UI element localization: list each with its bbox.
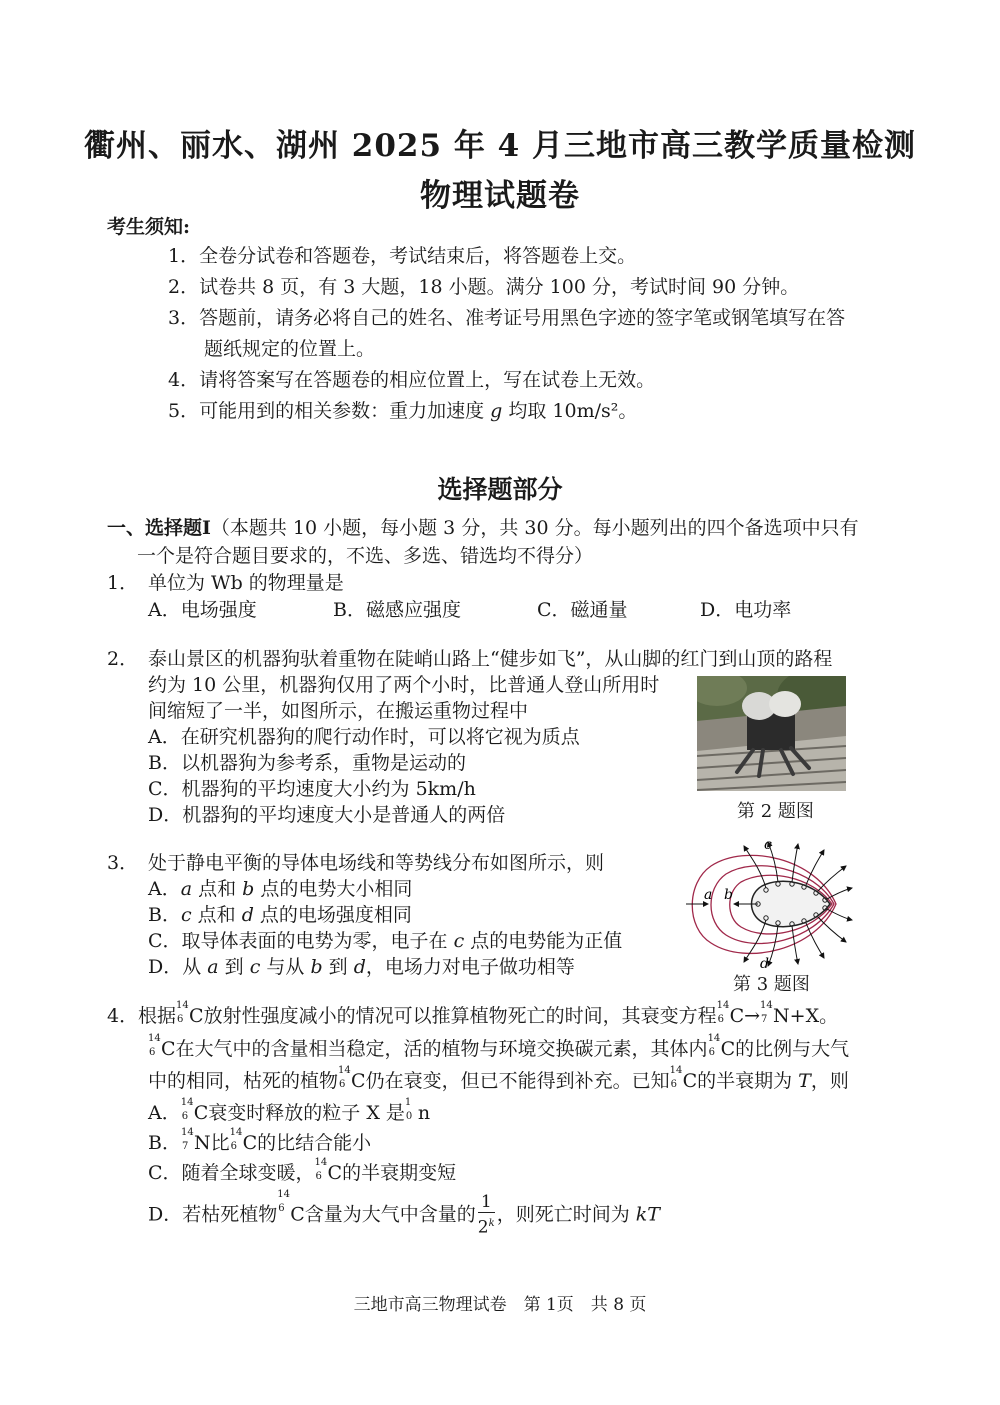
q2-stem-line: 间缩短了一半，如图所示，在搬运重物过程中 [148, 700, 529, 722]
notice-heading: 考生须知: [107, 216, 191, 238]
fraction: $\frac{1}{2^k}$ [477, 1192, 495, 1238]
notice-item: 2．试卷共 8 页，有 3 大题，18 小题。满分 100 分，考试时间 90 分钟。 [168, 276, 800, 298]
exam-title: 衢州、丽水、湖州 2025 年 4 月三地市高三教学质量检测 [83, 128, 917, 164]
q2-stem-line: 约为 10 公里，机器狗仅用了两个小时，比普通人登山所用时 [148, 674, 660, 696]
q3-caption: 第 3 题图 [733, 974, 810, 995]
label-d: d [760, 956, 769, 970]
label-c: c [764, 838, 772, 853]
notice-item: 5．可能用到的相关参数：重力加速度 g 均取 10m/s²。 [168, 400, 638, 422]
exam-subtitle: 物理试题卷 [420, 178, 580, 214]
q4-line1: 根据 14 6 C放射性强度减小的情况可以推算植物死亡的时间，其衰变方程 14 6 C→ 14 7 N+X。 [138, 1000, 839, 1027]
q2-number: 2． [107, 648, 139, 670]
section-title: 选择题部分 [437, 475, 563, 504]
q1-option-c: C．磁通量 [537, 599, 628, 621]
notice-item: 题纸规定的位置上。 [204, 338, 376, 360]
q1-stem: 单位为 Wb 的物理量是 [148, 572, 344, 594]
page-footer: 三地市高三物理试卷 第 1页 共 8 页 [353, 1295, 647, 1315]
q1-option-b: B．磁感应强度 [333, 599, 461, 621]
label-a: a [704, 887, 713, 903]
q2-stem-line: 泰山景区的机器狗驮着重物在陡峭山路上“健步如飞”，从山脚的红门到山顶的路程 [148, 648, 833, 670]
q3-option-b: B．c 点和 d 点的电场强度相同 [148, 904, 412, 926]
q4-option-d: D．若枯死植物 14 6 C含量为大气中含量的 $\frac{1}{2^k}$ ，则死亡时间为 kT [148, 1189, 660, 1238]
q2-caption: 第 2 题图 [737, 801, 814, 822]
q1-number: 1． [107, 572, 139, 594]
q1-option-d: D．电功率 [700, 599, 792, 621]
q4-option-a: A． 14 6 C衰变时释放的粒子 X 是 1 0 n [148, 1097, 431, 1124]
part1-instructions-line2: 一个是符合题目要求的，不选、多选、错选均不得分） [137, 545, 594, 567]
q2-option-a: A．在研究机器狗的爬行动作时，可以将它视为质点 [148, 726, 580, 748]
q4-option-c: C．随着全球变暖， 14 6 C的半衰期变短 [148, 1157, 457, 1184]
notice-item: 1．全卷分试卷和答题卷，考试结束后，将答题卷上交。 [168, 245, 637, 267]
q4-line2: 14 6 C在大气中的含量相当稳定，活的植物与环境交换碳元素，其体内 14 6 C的比例与大气 [148, 1033, 850, 1060]
q3-number: 3． [107, 852, 139, 874]
q4-number: 4． [107, 1005, 139, 1027]
q2-option-b: B．以机器狗为参考系，重物是运动的 [148, 752, 466, 774]
q3-option-a: A．a 点和 b 点的电势大小相同 [148, 878, 413, 900]
field-line-diagram [686, 838, 856, 970]
q4-option-b: B． 14 7 N比 14 6 C的比结合能小 [148, 1127, 372, 1154]
q3-stem: 处于静电平衡的导体电场线和等势线分布如图所示，则 [148, 852, 605, 874]
label-b: b [724, 887, 733, 903]
q2-option-c: C．机器狗的平均速度大小约为 5km/h [148, 778, 476, 800]
notice-item: 4．请将答案写在答题卷的相应位置上，写在试卷上无效。 [168, 369, 656, 391]
part1-instructions: 一、选择题Ⅰ（本题共 10 小题，每小题 3 分，共 30 分。每小题列出的四个备选项中只有 [107, 517, 859, 539]
q4-line3: 中的相同，枯死的植物 14 6 C仍在衰变，但已不能得到补充。已知 14 6 C的半衰期为 T，则 [148, 1065, 849, 1092]
robot-dog-photo [697, 676, 846, 791]
q3-option-c: C．取导体表面的电势为零，电子在 c 点的电势能为正值 [148, 930, 623, 952]
notice-item: 3．答题前，请务必将自己的姓名、准考证号用黑色字迹的签字笔或钢笔填写在答 [168, 307, 846, 329]
q2-option-d: D．机器狗的平均速度大小是普通人的两倍 [148, 804, 506, 826]
q1-option-a: A．电场强度 [148, 599, 257, 621]
q3-option-d: D．从 a 到 c 与从 b 到 d，电场力对电子做功相等 [148, 956, 575, 978]
